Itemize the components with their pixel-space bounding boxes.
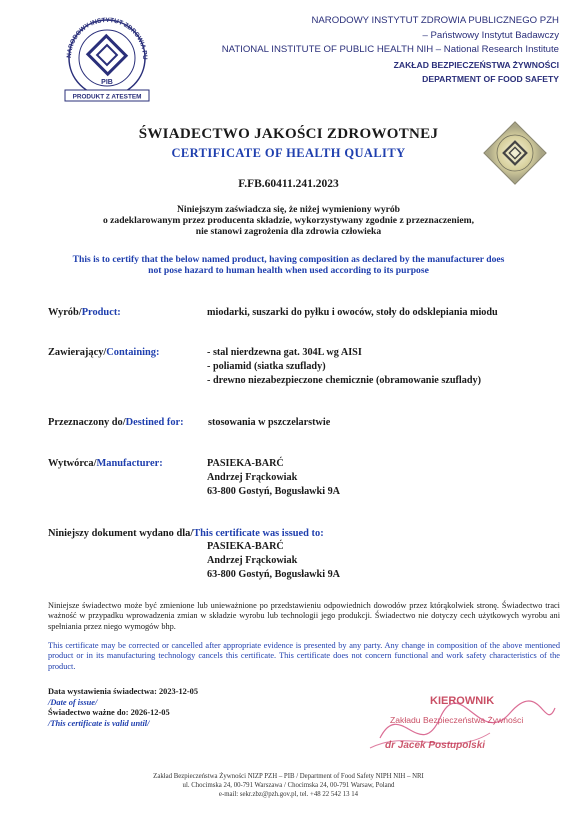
valid-until-en: /This certificate is valid until/ <box>48 718 150 728</box>
intro-line: nie stanowi zagrożenia dla zdrowia człowieka <box>195 226 382 238</box>
manufacturer-address <box>207 457 340 499</box>
dates-block <box>48 687 198 729</box>
header-line: DEPARTMENT OF FOOD SAFETY <box>422 74 559 84</box>
logo-badge: PRODUKT Z ATESTEM <box>72 93 142 101</box>
issued-to-address <box>207 540 340 582</box>
footer <box>0 772 577 799</box>
institute-header <box>159 14 559 87</box>
notice-en: This certificate may be corrected or cancelled after appropriate evidence is presented by any party. Any change in composition of the above mentioned product or in its manufacturing technology cancels this certificate. This certificate does not concern functional and work safety characteristics of the product. <box>48 641 560 671</box>
address-line: 63-800 Gostyń, Bogusławki 9A <box>207 569 341 580</box>
issue-date-en: /Date of issue/ <box>48 697 98 707</box>
stamp-title: KIEROWNIK <box>430 695 495 707</box>
address-line: Andrzej Frąckowiak <box>207 472 298 483</box>
signature-stamp <box>360 688 560 768</box>
header-line: NATIONAL INSTITUTE OF PUBLIC HEALTH NIH – National Research Institute <box>221 44 559 55</box>
intro-line: Niniejszym zaświadcza się, że niżej wymieniony wyrób <box>176 204 401 215</box>
intro-line: not pose hazard to human health when used according to its purpose <box>148 265 429 277</box>
list-item: - stal nierdzewna gat. 304L wg AISI <box>207 347 362 358</box>
intro-pl <box>40 204 537 238</box>
intro-line: o zadeklarowanym przez producenta składzie, wykorzystywany zgodnie z przeznaczeniem, <box>102 215 475 227</box>
header-line: NARODOWY INSTYTUT ZDROWIA PUBLICZNEGO PZH <box>311 15 559 26</box>
footer-line: ul. Chocimska 24, 00-791 Warszawa / Chocimska 24, 00-791 Warsaw, Poland <box>182 782 395 789</box>
list-item: - poliamid (siatka szuflady) <box>207 361 326 372</box>
footer-line: e-mail: sekr.zbz@pzh.gov.pl, tel. +48 22 542 13 14 <box>218 791 359 798</box>
containing-list <box>207 346 481 388</box>
containing-label: Zawierający/Containing: <box>48 347 160 358</box>
address-line: 63-800 Gostyń, Bogusławki 9A <box>207 486 341 497</box>
destined-label: Przeznaczony do/Destined for: <box>48 417 184 428</box>
issue-date: Data wystawienia świadectwa: 2023-12-05 <box>48 687 199 696</box>
product-value: miodarki, suszarki do pyłku i owoców, stoły do odsklepiania miodu <box>207 307 498 318</box>
stamp-dept: Zakładu Bezpieczeństwa Żywności <box>390 715 524 725</box>
header-line: ZAKŁAD BEZPIECZEŃSTWA ŻYWNOŚCI <box>393 59 559 70</box>
address-line: Andrzej Frąckowiak <box>207 555 298 566</box>
valid-until: Świadectwo ważne do: 2026-12-05 <box>48 708 170 718</box>
address-line: PASIEKA-BARĆ <box>207 458 284 469</box>
notice-pl: Niniejsze świadectwo może być zmienione lub unieważnione po przedstawieniu odpowiednich dowodów przez którąkolwiek stronę. Świadectwo traci ważność w przypadku wprowadzenia zmian w składzie wyrobu lub technologii jego produkcji. Świadectwo nie dotyczy cech użytkowych wyrobu ani spełniania przez niego wymogów bhp. <box>48 601 560 631</box>
product-label: Wyrób/Product: <box>48 307 121 318</box>
manufacturer-label: Wytwórca/Manufacturer: <box>48 458 163 469</box>
destined-value: stosowania w pszczelarstwie <box>208 417 331 428</box>
address-line: PASIEKA-BARĆ <box>207 541 284 552</box>
logo-center: PIB <box>101 79 113 86</box>
stamp-name: dr Jacek Postupolski <box>385 740 486 751</box>
header-line: – Państwowy Instytut Badawczy <box>422 29 559 41</box>
list-item: - drewno niezabezpieczone chemicznie (obramowanie szuflady) <box>207 375 481 386</box>
certificate-number: F.FB.60411.241.2023 <box>238 178 339 190</box>
intro-line: This is to certify that the below named product, having composition as declared by the manufacturer does <box>72 254 505 265</box>
issued-to-label: Niniejszy dokument wydano dla/This certificate was issued to: <box>48 528 324 539</box>
title-en: CERTIFICATE OF HEALTH QUALITY <box>171 146 406 160</box>
title-pl: ŚWIADECTWO JAKOŚCI ZDROWOTNEJ <box>138 126 439 142</box>
logo-ring-text: NARODOWY INSTYTUT ZDROWIA PU <box>65 16 149 60</box>
pzh-logo <box>57 14 157 104</box>
footer-line: Zakład Bezpieczeństwa Żywności NIZP PZH – PIB / Department of Food Safety NIPH NIH – NRI <box>153 773 424 780</box>
intro-en <box>30 254 547 276</box>
